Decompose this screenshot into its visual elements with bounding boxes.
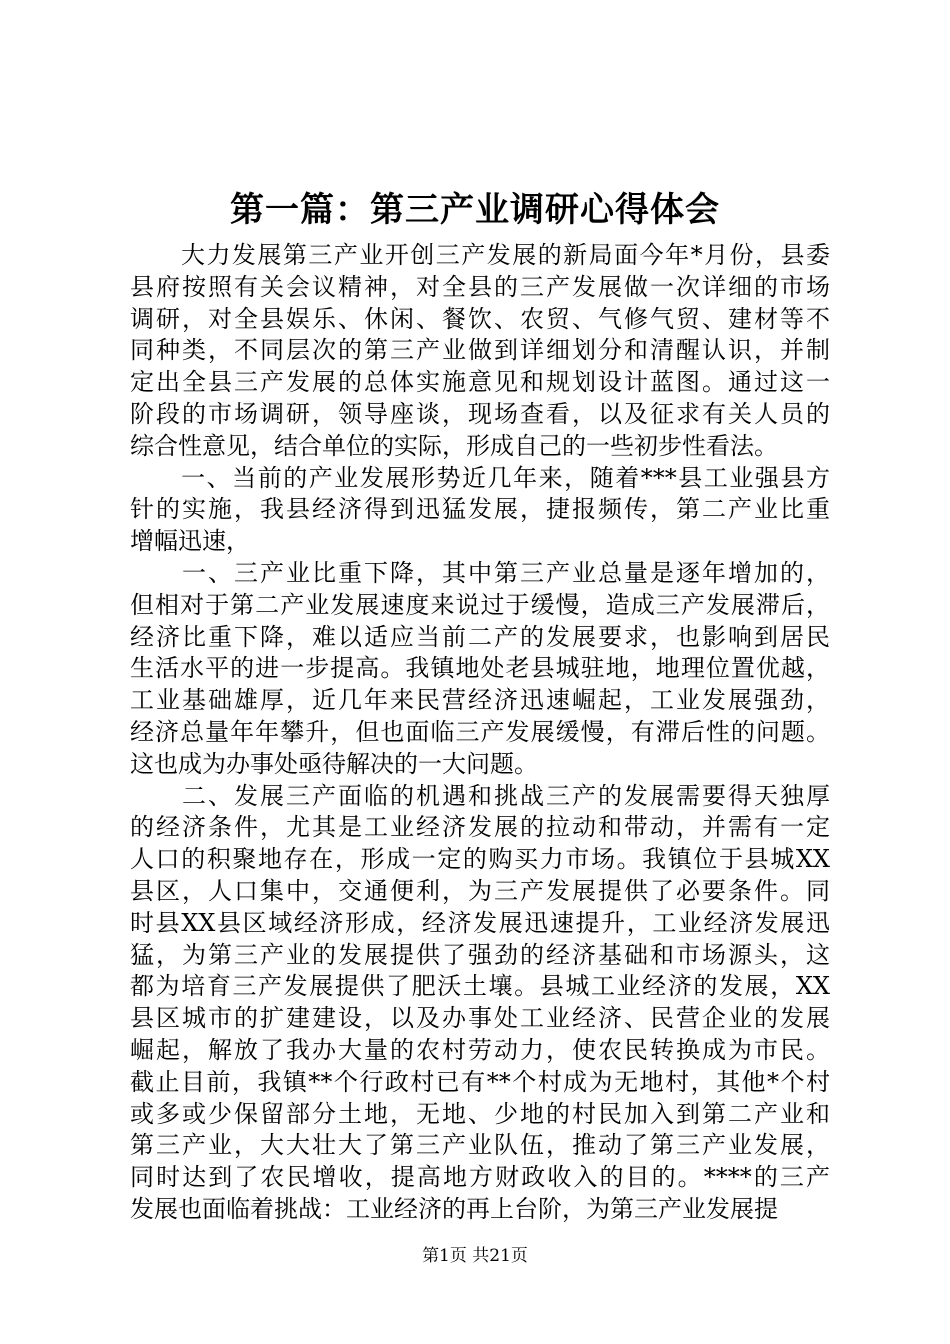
- text-line: 发展也面临着挑战：工业经济的再上台阶，为第三产业发展提: [130, 1194, 778, 1223]
- text-line: 的经济条件，尤其是工业经济发展的拉动和带动，并需有一定: [130, 813, 830, 842]
- document-body: [130, 240, 830, 1226]
- text-line: 生活水平的进一步提高。我镇地处老县城驻地，地理位置优越，: [130, 654, 830, 683]
- paragraph: [130, 463, 830, 558]
- text-line: 或多或少保留部分土地，无地、少地的村民加入到第二产业和: [130, 1099, 830, 1128]
- text-line: 一、三产业比重下降，其中第三产业总量是逐年增加的，: [130, 558, 830, 587]
- text-line: 大力发展第三产业开创三产发展的新局面今年*月份，县委: [130, 241, 830, 269]
- text-line: 这也成为办事处亟待解决的一大问题。: [130, 749, 538, 778]
- paragraph: [130, 781, 830, 1226]
- text-line: 时县XX县区域经济形成，经济发展迅速提升，工业经济发展迅: [130, 908, 830, 937]
- text-line: 人口的积聚地存在，形成一定的购买力市场。我镇位于县城XX: [130, 845, 830, 874]
- paragraph: [130, 558, 830, 781]
- text-line: 一、当前的产业发展形势近几年来，随着***县工业强县方: [130, 463, 830, 492]
- text-line: 综合性意见，结合单位的实际，形成自己的一些初步性看法。: [130, 431, 778, 460]
- text-line: 同时达到了农民增收，提高地方财政收入的目的。****的三产: [130, 1163, 830, 1192]
- text-line: 截止目前，我镇**个行政村已有**个村成为无地村，其他*个村: [130, 1067, 830, 1096]
- text-line: 崛起，解放了我办大量的农村劳动力，使农民转换成为市民。: [130, 1035, 830, 1064]
- text-line: 调研，对全县娱乐、休闲、餐饮、农贸、气修气贸、建材等不: [130, 304, 830, 333]
- text-line: 同种类，不同层次的第三产业做到详细划分和清醒认识，并制: [130, 336, 830, 365]
- text-line: 县区城市的扩建建设，以及办事处工业经济、民营企业的发展: [130, 1004, 830, 1033]
- text-line: 经济总量年年攀升，但也面临三产发展缓慢，有滞后性的问题。: [130, 717, 830, 746]
- text-line: 经济比重下降，难以适应当前二产的发展要求，也影响到居民: [130, 622, 830, 651]
- text-line: 但相对于第二产业发展速度来说过于缓慢，造成三产发展滞后，: [130, 590, 830, 619]
- text-line: 二、发展三产面临的机遇和挑战三产的发展需要得天独厚: [130, 781, 830, 810]
- text-line: 定出全县三产发展的总体实施意见和规划设计蓝图。通过这一: [130, 368, 830, 397]
- text-line: 都为培育三产发展提供了肥沃土壤。县城工业经济的发展，XX: [130, 972, 830, 1001]
- text-line: 猛，为第三产业的发展提供了强劲的经济基础和市场源头，这: [130, 940, 830, 969]
- text-line: 工业基础雄厚，近几年来民营经济迅速崛起，工业发展强劲，: [130, 686, 830, 715]
- text-line: 第三产业，大大壮大了第三产业队伍，推动了第三产业发展，: [130, 1131, 830, 1160]
- text-line: 县区，人口集中，交通便利，为三产发展提供了必要条件。同: [130, 876, 830, 905]
- text-line: 县府按照有关会议精神，对全县的三产发展做一次详细的市场: [130, 272, 830, 301]
- text-line: 针的实施，我县经济得到迅猛发展，捷报频传，第二产业比重: [130, 495, 830, 524]
- document-title: 第一篇：第三产业调研心得体会: [230, 190, 720, 230]
- text-line: 阶段的市场调研，领导座谈，现场查看，以及征求有关人员的: [130, 399, 830, 428]
- page-footer: 第1页 共21页: [422, 1246, 528, 1266]
- text-line: 增幅迅速，: [130, 527, 250, 556]
- paragraph: [130, 240, 830, 463]
